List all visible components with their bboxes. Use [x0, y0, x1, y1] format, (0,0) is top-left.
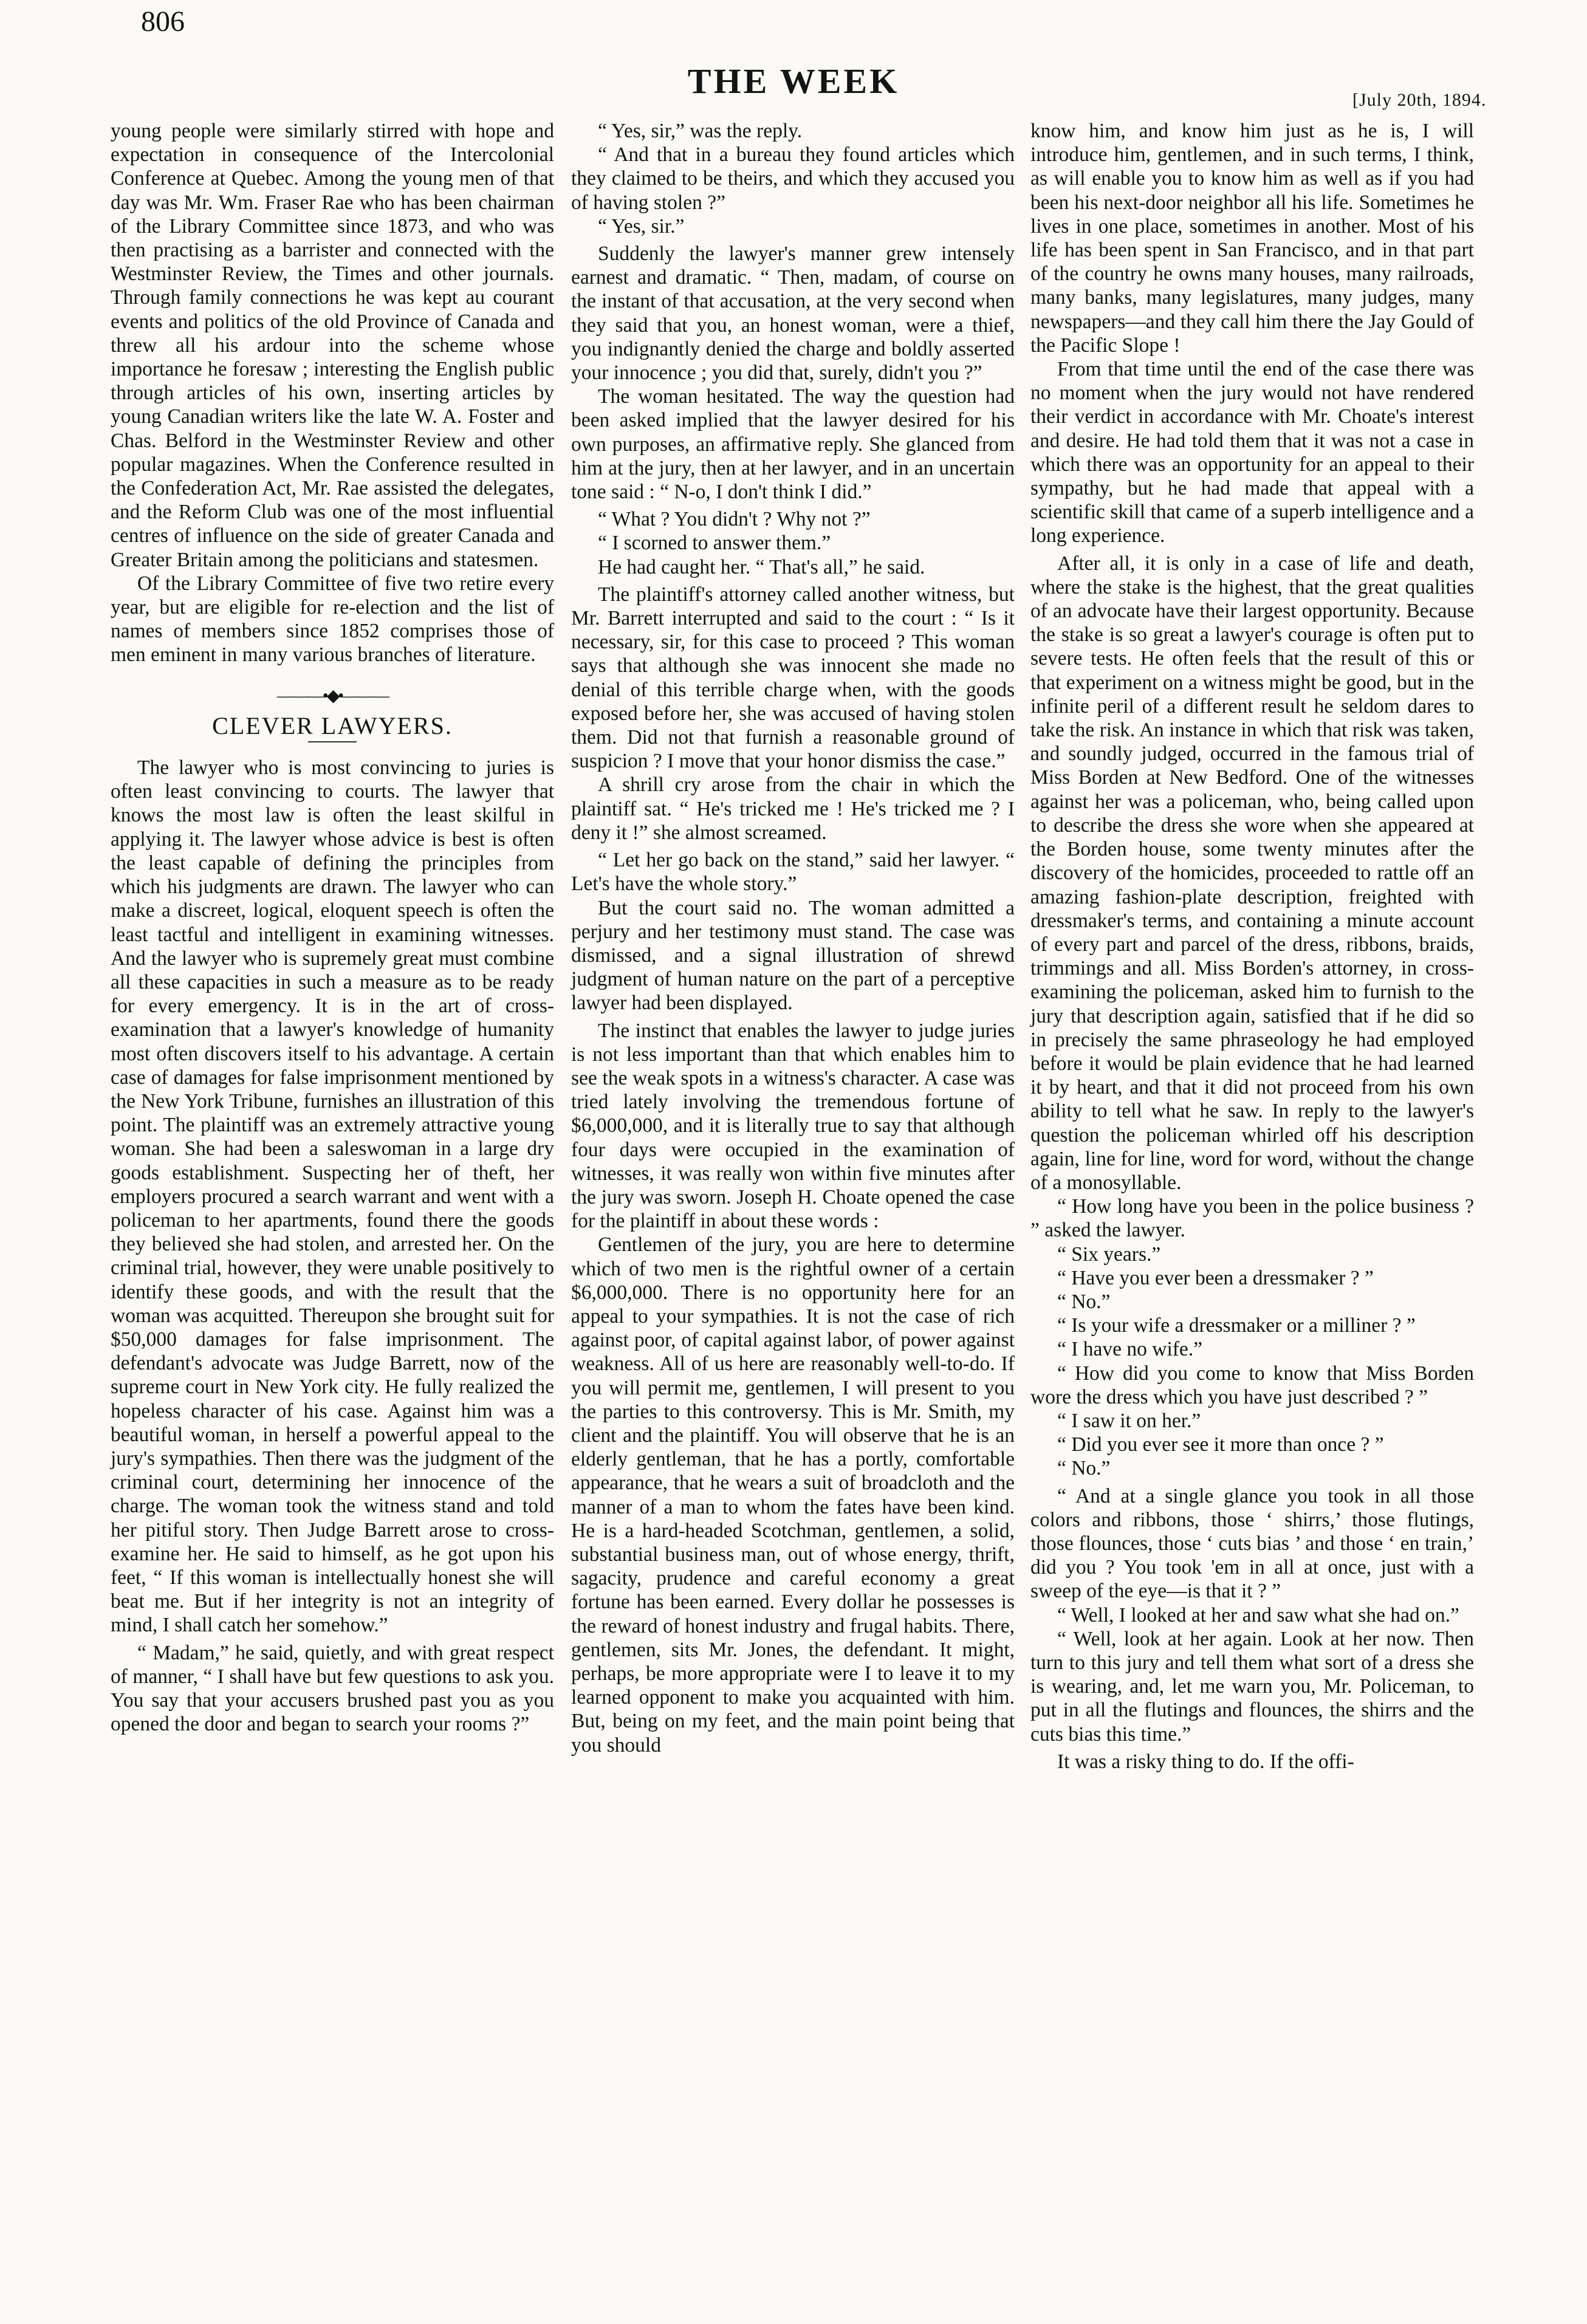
article-heading: CLEVER LAWYERS.	[212, 711, 453, 739]
paragraph: “ I saw it on her.”	[1057, 1409, 1201, 1432]
paragraph: “ Have you ever been a dressmaker ? ”	[1057, 1266, 1374, 1289]
paragraph: young people were similarly stirred with hope and expectation in consequence of the Intercolonial Conference at Quebec. Among the young men of that day was Mr. Wm. Fraser Rae who has been chairman of the Library Committee since 1873, and who was then practising as a barrister and connected with the Westminster Review, the Times and other journals. Through family connections he was kept au courant events and politics of the old Province of Canada and threw all his ardour into the scheme whose importance he foresaw ; interesting the English public through articles of his own, inserting articles by young Canadian writers like the late W. A. Foster and Chas. Belford in the Westminster Review and other popular magazines. When the Conference resulted in the Confederation Act, Mr. Rae assisted the delegates, and the Reform Club was one of the most influential centres of influence on the side of greater Canada and Greater Britain among the politicians and statesmen.	[111, 120, 554, 571]
paragraph: Gentlemen of the jury, you are here to determine which of two men is the rightful owner of a certain $6,000,000. There is no opportunity here for an appeal to your sympathies. It is not the case of rich against poor, of capital against labor, of power against weakness. All of us here are reasonably well-to-do. If you will permit me, gentlemen, I will present to you the parties to this controversy. This is Mr. Smith, my client and the plaintiff. You will observe that he is an elderly gentleman, that he has a portly, comfortable appearance, that he wears a suit of broadcloth and the manner of a man to whom the fates have been kind. He is a hard-headed Scotchman, gentlemen, a solid, substantial business man, out of whose energy, thrift, sagacity, prudence and careful economy a great fortune has been earned. Every dollar he possesses is the reward of honest industry and frugal habits. There, gentlemen, sits Mr. Jones, the defendant. It might, perhaps, be more appropriate were I to leave it to my learned opponent to make you acquainted with him. But, being on my feet, and the main point being that you should	[571, 1233, 1015, 1757]
paragraph: “ I have no wife.”	[1057, 1338, 1203, 1361]
paragraph: “ No.”	[1057, 1457, 1111, 1480]
column-2	[571, 119, 1015, 1757]
paragraph: “ Did you ever see it more than once ? ”	[1057, 1433, 1384, 1456]
paragraph: The woman hesitated. The way the question had been asked implied that the lawyer desired for his own purposes, an affirmative reply. She glanced from him at the jury, then at her lawyer, and in an uncertain tone said : “ N-o, I don't think I did.”	[571, 385, 1015, 504]
paragraph: After all, it is only in a case of life and death, where the stake is the highest, that the great qualities of an advocate have their largest opportunity. Because the stake is so great a lawyer's courage is often put to severe tests. He often feels that the result of this or that experiment on a witness might be good, but in the infinite peril of a different result he seldom dares to take the risk. An instance in which that risk was taken, and soundly judged, occurred in the famous trial of Miss Borden at New Bedford. One of the witnesses against her was a policeman, who, being called upon to describe the dress she wore when she appeared at the Borden house, some twenty minutes after the discovery of the homicides, proceeded to rattle off an amazing fashion-plate description, freighted with dressmaker's terms, and containing a minute account of every part and parcel of the dress, ribbons, braids, trimmings and all. Miss Borden's attorney, in cross-examining the policeman, asked him to furnish to the jury that description again, satisfied that if he did so in precisely the same phraseology he had employed before it would be plain evidence that he had learned it by heart, and that it did not proceed from his own ability to tell what he saw. In reply to the lawyer's question the policeman whirled off his description again, line for line, word for word, without the change of a monosyllable.	[1030, 552, 1474, 1194]
paragraph: “ Yes, sir.”	[598, 214, 685, 238]
paragraph: “ Well, I looked at her and saw what she had on.”	[1057, 1603, 1459, 1626]
paragraph: The plaintiff's attorney called another witness, but Mr. Barrett interrupted and said to the court : “ Is it necessary, sir, for this case to proceed ? This woman says that although she was innocent she made no denial of this terrible charge when, with the goods exposed before her, she was accused of having stolen them. Did not that furnish a reasonable ground of suspicion ? I move that your honor dismiss the case.”	[571, 583, 1015, 773]
paragraph: “ Six years.”	[1057, 1243, 1161, 1266]
paragraph: “ I scorned to answer them.”	[598, 532, 831, 555]
paragraph: “ And at a single glance you took in all those colors and ribbons, those ‘ shirrs,’ those flutings, those flounces, those ‘ cuts bias ’ and those ‘ en train,’ did you ? You took 'em in all at once, just with a sweep of the eye—is that it ? ”	[1030, 1484, 1474, 1603]
column-3	[1030, 119, 1474, 1774]
paragraph: It was a risky thing to do. If the offi-	[1057, 1750, 1354, 1773]
paragraph: “ Madam,” he said, quietly, and with great respect of manner, “ I shall have but few questions to ask you. You say that your accusers brushed past you as you opened the door and began to search your rooms ?”	[111, 1641, 554, 1736]
paragraph: “ No.”	[1057, 1290, 1111, 1313]
paragraph: A shrill cry arose from the chair in which the plaintiff sat. “ He's tricked me ! He's tricked me ? I deny it !” she almost screamed.	[571, 773, 1015, 844]
paragraph: “ How long have you been in the police business ? ” asked the lawyer.	[1030, 1195, 1474, 1242]
page-number: 806	[141, 5, 185, 38]
paragraph: “ Let her go back on the stand,” said her lawyer. “ Let's have the whole story.”	[571, 849, 1015, 896]
section-divider-ornament: ———•◆•———	[276, 686, 388, 705]
heading-rule	[308, 741, 357, 742]
paragraph: From that time until the end of the case there was no moment when the jury would not have rendered their verdict in accordance with Mr. Choate's interest and desire. He had told them that it was not a case in which there was an opportunity for an appeal to their sympathy, but he had made that appeal with a scientific skill that came of a superb intelligence and a long experience.	[1030, 358, 1474, 547]
paragraph: Of the Library Committee of five two retire every year, but are eligible for re-election and the list of names of members since 1852 comprises those of men eminent in many various branches of literature.	[111, 572, 554, 667]
paragraph: “ What ? You didn't ? Why not ?”	[598, 508, 871, 531]
paragraph: “ Is your wife a dressmaker or a milliner ? ”	[1057, 1314, 1416, 1337]
paragraph: know him, and know him just as he is, I will introduce him, gentlemen, and in such terms, I think, as will enable you to know him as well as if you had been his next-door neighbor all his life. Sometimes he lives in one place, sometimes in another. Most of his life has been spent in San Francisco, and in that part of the country he owns many houses, many railroads, many banks, many legislatures, many judges, many newspapers—and they call him there the Jay Gould of the Pacific Slope !	[1030, 120, 1474, 357]
paragraph: Suddenly the lawyer's manner grew intensely earnest and dramatic. “ Then, madam, of course on the instant of that accusation, at the very second when they said that you, an honest woman, were a thief, you indignantly denied the charge and boldly asserted your innocence ; you did that, surely, didn't you ?”	[571, 242, 1015, 385]
column-1	[111, 119, 554, 1736]
paragraph: “ Well, look at her again. Look at her now. Then turn to this jury and tell them what sort of a dress she is wearing, and, let me warn you, Mr. Policeman, to put in all the flutings and flounces, the shirrs and the cuts bias this time.”	[1030, 1627, 1474, 1746]
paragraph: The instinct that enables the lawyer to judge juries is not less important than that which enables him to see the weak spots in a witness's character. A case was tried lately involving the tremendous fortune of $6,000,000, and it is literally true to say that although four days were occupied in the examination of witnesses, it was really won within five minutes after the jury was sworn. Joseph H. Choate opened the case for the plaintiff in about these words :	[571, 1019, 1015, 1233]
paragraph: The lawyer who is most convincing to juries is often least convincing to courts. The lawyer that knows the most law is often the least skilful in applying it. The lawyer whose advice is best is often the least capable of defining the principles from which his judgments are drawn. The lawyer who can make a discreet, logical, eloquent speech is often the least tactful and intelligent in examining witnesses. And the lawyer who is supremely great must combine all these capacities in such a measure as to be ready for every emergency. It is in the art of cross-examination that a lawyer's knowledge of humanity most often discovers itself to his advantage. A certain case of damages for false imprisonment mentioned by the New York Tribune, furnishes an illustration of this point. The plaintiff was an extremely attractive young woman. She had been a saleswoman in a large dry goods establishment. Suspecting her of theft, her employers procured a search warrant and went with a policeman to her apartments, found there the goods they believed she had stolen, and arrested her. On the criminal trial, however, they were unable positively to identify these goods, and with the result that the woman was acquitted. Thereupon she brought suit for $50,000 damages for false imprisonment. The defendant's advocate was Judge Barrett, now of the supreme court in New York city. He fully realized the hopeless character of his case. Against him was a beautiful woman, in herself a powerful appeal to the jury's sympathies. Then there was the judgment of the criminal court, determining her innocence of the charge. The woman took the witness stand and told her pitiful story. Then Judge Barrett arose to cross-examine her. He said to himself, as he got upon his feet, “ If this woman is intellectually honest she will beat me. But if her integrity is not an integrity of mind, I shall catch her somehow.”	[111, 756, 554, 1637]
masthead-title: THE WEEK	[687, 61, 900, 101]
paragraph: But the court said no. The woman admitted a perjury and her testimony must stand. The case was dismissed, and a signal illustration of shrewd judgment of human nature on the part of a perceptive lawyer had been displayed.	[571, 896, 1015, 1015]
paragraph: “ How did you come to know that Miss Borden wore the dress which you have just described ? ”	[1030, 1362, 1474, 1408]
paragraph: He had caught her. “ That's all,” he said.	[598, 555, 925, 578]
paragraph: “ And that in a bureau they found articles which they claimed to be theirs, and which they accused you of having stolen ?”	[571, 143, 1015, 214]
issue-date: [July 20th, 1894.	[1352, 90, 1487, 110]
paragraph: “ Yes, sir,” was the reply.	[598, 120, 803, 142]
